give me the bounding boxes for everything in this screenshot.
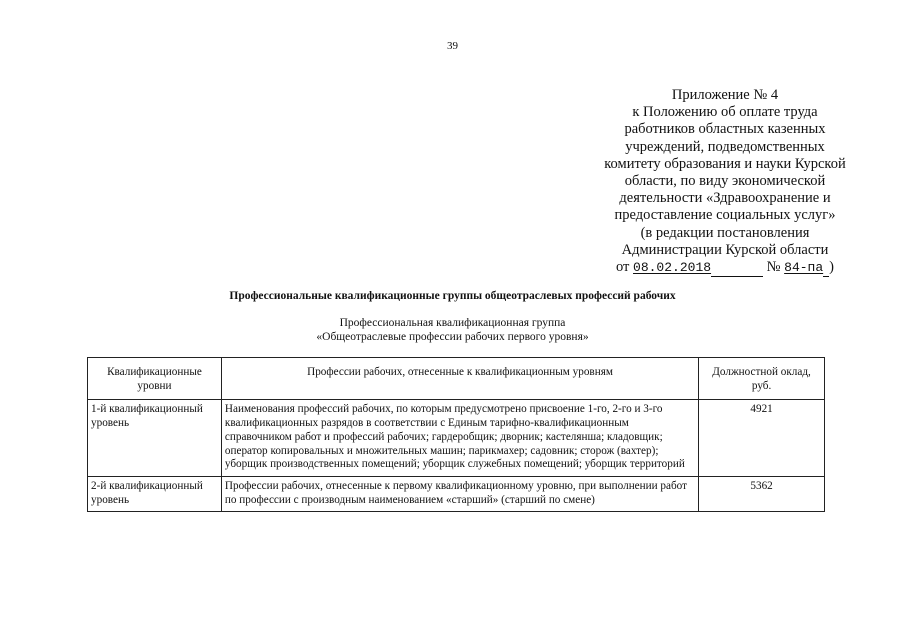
table-row	[88, 476, 825, 511]
header-professions: Профессии рабочих, отнесенные к квалификационным уровням	[221, 358, 698, 400]
appendix-line: Приложение № 4	[671, 87, 779, 103]
closing-paren: )	[829, 259, 834, 276]
appendix-block	[575, 87, 875, 277]
row-professions: Профессии рабочих, отнесенные к первому квалификационному уровню, при выполнении работ по профессии с производным наименованием «старший» (старший по смене)	[221, 476, 698, 511]
appendix-line: (в редакции постановления	[640, 224, 810, 241]
row-level: 2-й квалификационный уровень	[88, 476, 222, 511]
appendix-line: работников областных казенных	[624, 121, 826, 138]
appendix-line: деятельности «Здравоохранение и	[619, 190, 831, 207]
group-caption	[0, 316, 905, 344]
appendix-line: области, по виду экономической	[624, 173, 826, 190]
table-row	[88, 400, 825, 477]
qualification-table	[87, 357, 825, 512]
row-salary: 4921	[699, 400, 825, 477]
appendix-line: к Положению об оплате труда	[632, 104, 818, 121]
page-number: 39	[447, 40, 458, 52]
number-value: 84-па	[784, 260, 824, 276]
date-value: 08.02.2018	[633, 260, 712, 276]
appendix-date-line	[575, 259, 875, 277]
date-underline	[711, 259, 763, 277]
row-level: 1-й квалификационный уровень	[88, 400, 222, 477]
appendix-line: комитету образования и науки Курской	[604, 155, 846, 172]
appendix-line: предоставление социальных услуг»	[614, 207, 836, 224]
header-salary: Должностной оклад, руб.	[699, 358, 825, 400]
group-caption-line-2: «Общеотраслевые профессии рабочих первого уровня»	[316, 331, 589, 343]
appendix-line: Администрации Курской области	[621, 241, 829, 258]
row-salary: 5362	[699, 476, 825, 511]
header-level: Квалификационные уровни	[88, 358, 222, 400]
document-title: Профессиональные квалификационные группы общеотраслевых профессий рабочих	[229, 290, 676, 302]
appendix-line: учреждений, подведомственных	[625, 138, 825, 155]
table-header-row	[88, 358, 825, 400]
number-prefix: №	[766, 259, 781, 276]
date-prefix: от	[616, 259, 630, 276]
row-professions: Наименования профессий рабочих, по которым предусмотрено присвоение 1-го, 2-го и 3-го квалификационных разрядов в соответствии с Единым тарифно-квалификационным справочником работ и профессий рабочих; гардеробщик; дворник; кастелянша; кладовщик; оператор копировальных и множительных машин; парикмахер; садовник; сторож (вахтер); уборщик производственных помещений; уборщик служебных помещений; уборщик территорий	[221, 400, 698, 477]
group-caption-line-1: Профессиональная квалификационная группа	[339, 317, 566, 329]
